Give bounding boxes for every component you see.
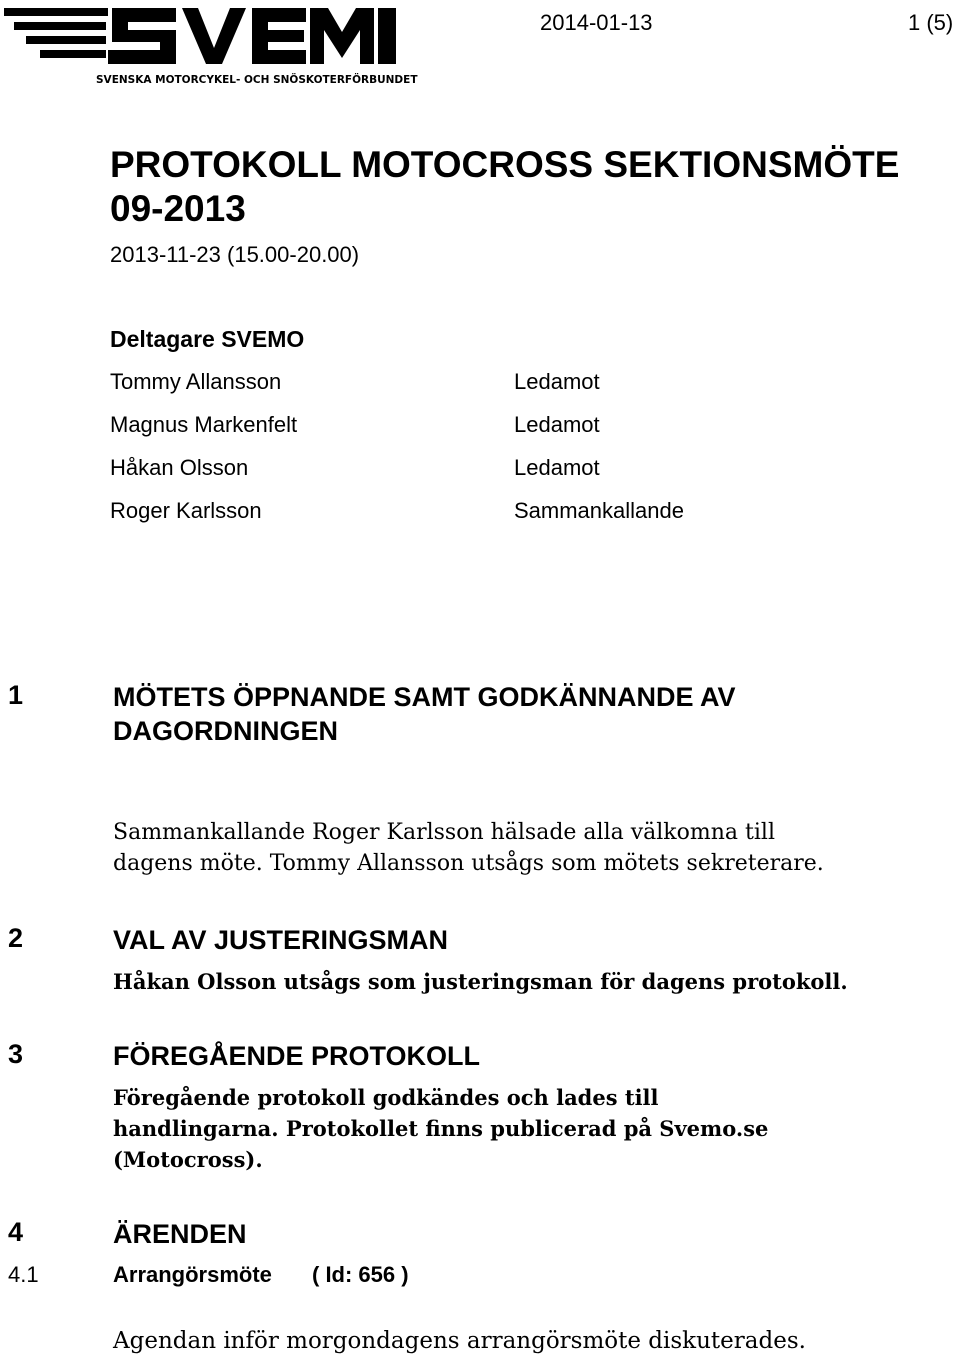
participant-name: Håkan Olsson	[110, 455, 249, 480]
subsection-number: 4.1	[8, 1262, 39, 1287]
participant-role: Sammankallande	[514, 498, 684, 523]
section-title: FÖREGÅENDE PROTOKOLL	[113, 1041, 481, 1071]
document-title: PROTOKOLL MOTOCROSS SEKTIONSMÖTE 09-2013	[110, 144, 900, 229]
section-body: Sammankallande Roger Karlsson hälsade alla välkomna till	[113, 820, 775, 845]
section-body: handlingarna. Protokollet finns publicerad på Svemo.se	[113, 1116, 769, 1141]
section-title: ÄRENDEN	[113, 1219, 247, 1249]
subsection-body: Agendan inför morgondagens arrangörsmöte diskuterades.	[113, 1328, 806, 1354]
section-number: 4	[8, 1217, 24, 1247]
section-body: Håkan Olsson utsågs som justeringsman för dagens protokoll.	[113, 969, 848, 994]
participant-role: Ledamot	[514, 369, 600, 394]
section-number: 2	[8, 923, 24, 953]
section-title: VAL AV JUSTERINGSMAN	[113, 925, 449, 955]
logo-subtitle: SVENSKA MOTORCYKEL- OCH SNÖSKOTERFÖRBUNDET	[96, 74, 418, 86]
subsection-title: Arrangörsmöte	[113, 1262, 272, 1287]
section-body: Föregående protokoll godkändes och lades till	[113, 1085, 659, 1110]
section-body: (Motocross).	[113, 1147, 263, 1172]
participant-name: Roger Karlsson	[110, 498, 262, 523]
section-number: 3	[8, 1039, 24, 1069]
participant-name: Tommy Allansson	[110, 369, 282, 394]
participant-role: Ledamot	[514, 455, 600, 480]
section-body: dagens möte. Tommy Allansson utsågs som mötets sekreterare.	[113, 851, 824, 876]
participants-heading: Deltagare SVEMO	[110, 326, 305, 352]
meeting-date: 2013-11-23 (15.00-20.00)	[110, 242, 360, 267]
section-number: 1	[8, 680, 24, 710]
section-title-continued: DAGORDNINGEN	[113, 716, 339, 746]
subsection-id: ( Id: 656 )	[312, 1262, 409, 1287]
svemo-logo	[0, 0, 418, 95]
header-date: 2014-01-13	[540, 10, 653, 35]
participant-role: Ledamot	[514, 412, 600, 437]
participant-name: Magnus Markenfelt	[110, 412, 298, 437]
page-number: 1 (5)	[908, 10, 954, 35]
section-title: MÖTETS ÖPPNANDE SAMT GODKÄNNANDE AV	[113, 682, 736, 712]
